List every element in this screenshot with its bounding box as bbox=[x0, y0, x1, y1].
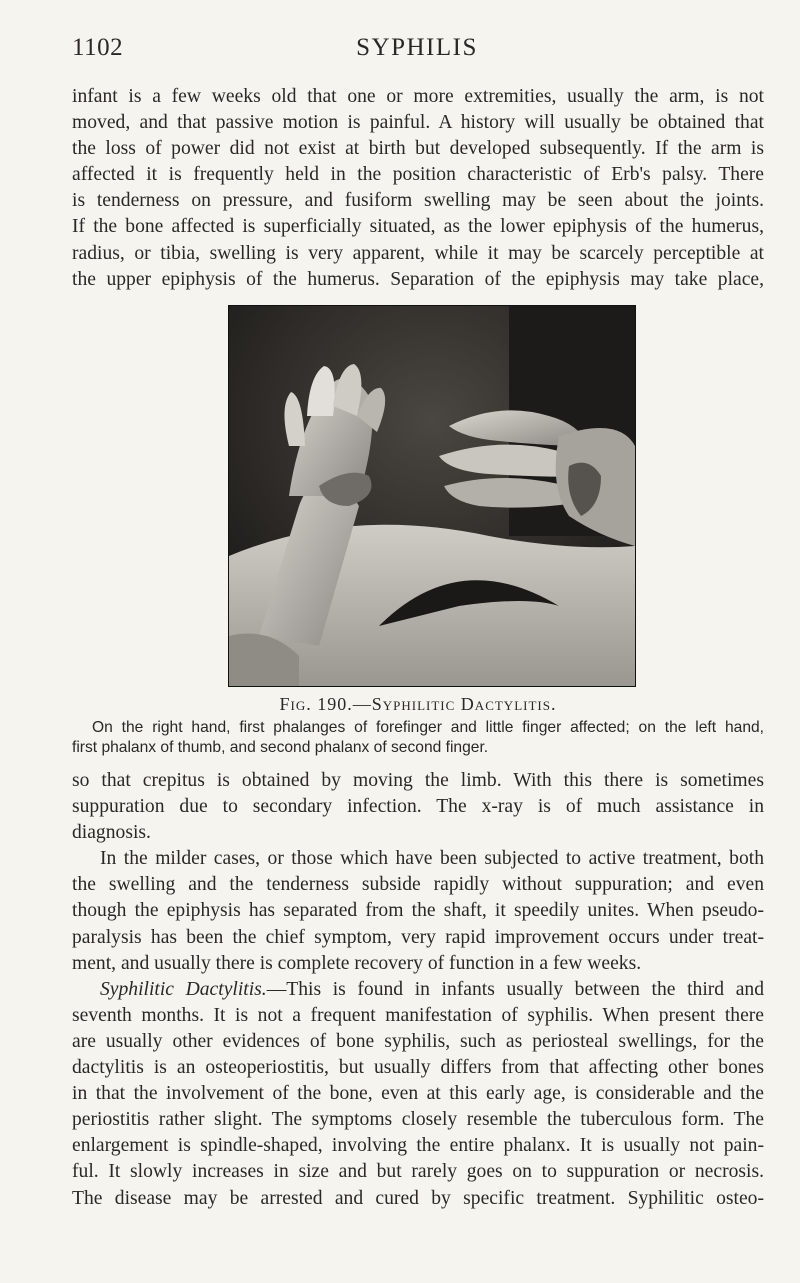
text-line: infant is a few weeks old that one or more extremities, usually the arm, is not bbox=[72, 86, 764, 107]
paragraph-top bbox=[72, 84, 764, 293]
text-line: dactylitis is an osteoperiostitis, but usually differs from that affecting other bones bbox=[72, 1057, 764, 1079]
figure-photograph bbox=[228, 305, 636, 687]
text-fragment: —This is found in infants usually between the third and bbox=[266, 978, 764, 1000]
text-line: enlargement is spindle-shaped, involving the entire phalanx. It is usually not pain- bbox=[72, 1135, 764, 1157]
photo-hands-illustration bbox=[229, 306, 635, 686]
text-line: the upper epiphysis of the humerus. Separation of the epiphysis may take place, bbox=[72, 268, 764, 290]
text-line: ful. It slowly increases in size and but rarely goes on to suppuration or necrosis. bbox=[72, 1161, 764, 1183]
page-number: 1102 bbox=[72, 34, 124, 61]
figure-legend bbox=[72, 718, 764, 758]
text-line: suppuration due to secondary infection. The x-ray is of much assistance in bbox=[72, 796, 764, 818]
legend-line: first phalanx of thumb, and second phalanx of second finger. bbox=[72, 739, 489, 756]
running-head: SYPHILIS bbox=[356, 34, 478, 61]
figure-label: Fig. 190. bbox=[279, 694, 353, 714]
text-line: The disease may be arrested and cured by specific treatment. Syphilitic osteo- bbox=[72, 1187, 764, 1209]
text-line: though the epiphysis has separated from the shaft, it speedily unites. When pseudo- bbox=[72, 900, 764, 922]
text-line: affected it is frequently held in the position characteristic of Erb's palsy. There bbox=[72, 164, 764, 186]
text-line: paralysis has been the chief symptom, very rapid improvement occurs under treat- bbox=[72, 926, 764, 948]
text-line: are usually other evidences of bone syphilis, such as periosteal swellings, for the bbox=[72, 1030, 764, 1052]
text-line: the swelling and the tenderness subside rapidly without suppuration; and even bbox=[72, 874, 764, 896]
text-line: If the bone affected is superficially situated, as the lower epiphysis of the humerus, bbox=[72, 216, 764, 238]
text-line: diagnosis. bbox=[72, 822, 151, 844]
text-line: is tenderness on pressure, and fusiform swelling may be seen about the joints. bbox=[72, 190, 764, 212]
section-heading-dactylitis: Syphilitic Dactylitis. bbox=[100, 978, 267, 1000]
text-line: moved, and that passive motion is painful. A history will usually be obtained that bbox=[72, 112, 764, 134]
figure-caption bbox=[72, 694, 764, 715]
page-header bbox=[72, 34, 762, 68]
text-line: in that the involvement of the bone, even at this early age, is considerable and the bbox=[72, 1083, 764, 1105]
text-line: ment, and usually there is complete recovery of function in a few weeks. bbox=[72, 952, 642, 974]
text-line: seventh months. It is not a frequent manifestation of syphilis. When present there bbox=[72, 1004, 764, 1026]
text-line: periostitis rather slight. The symptoms closely resemble the tuberculous form. The bbox=[72, 1109, 764, 1131]
figure-title: —Syphilitic Dactylitis. bbox=[352, 694, 557, 714]
text-line: In the milder cases, or those which have been subjected to active treatment, both bbox=[100, 848, 764, 870]
text-line: radius, or tibia, swelling is very apparent, while it may be scarcely perceptible at bbox=[72, 242, 764, 264]
text-line bbox=[72, 977, 764, 1003]
body-text-lower bbox=[72, 768, 764, 1212]
text-line: so that crepitus is obtained by moving the limb. With this there is sometimes bbox=[72, 770, 764, 791]
legend-line: On the right hand, first phalanges of forefinger and little finger affected; on the left hand, bbox=[92, 719, 764, 736]
text-line: the loss of power did not exist at birth but developed subsequently. If the arm is bbox=[72, 138, 764, 160]
